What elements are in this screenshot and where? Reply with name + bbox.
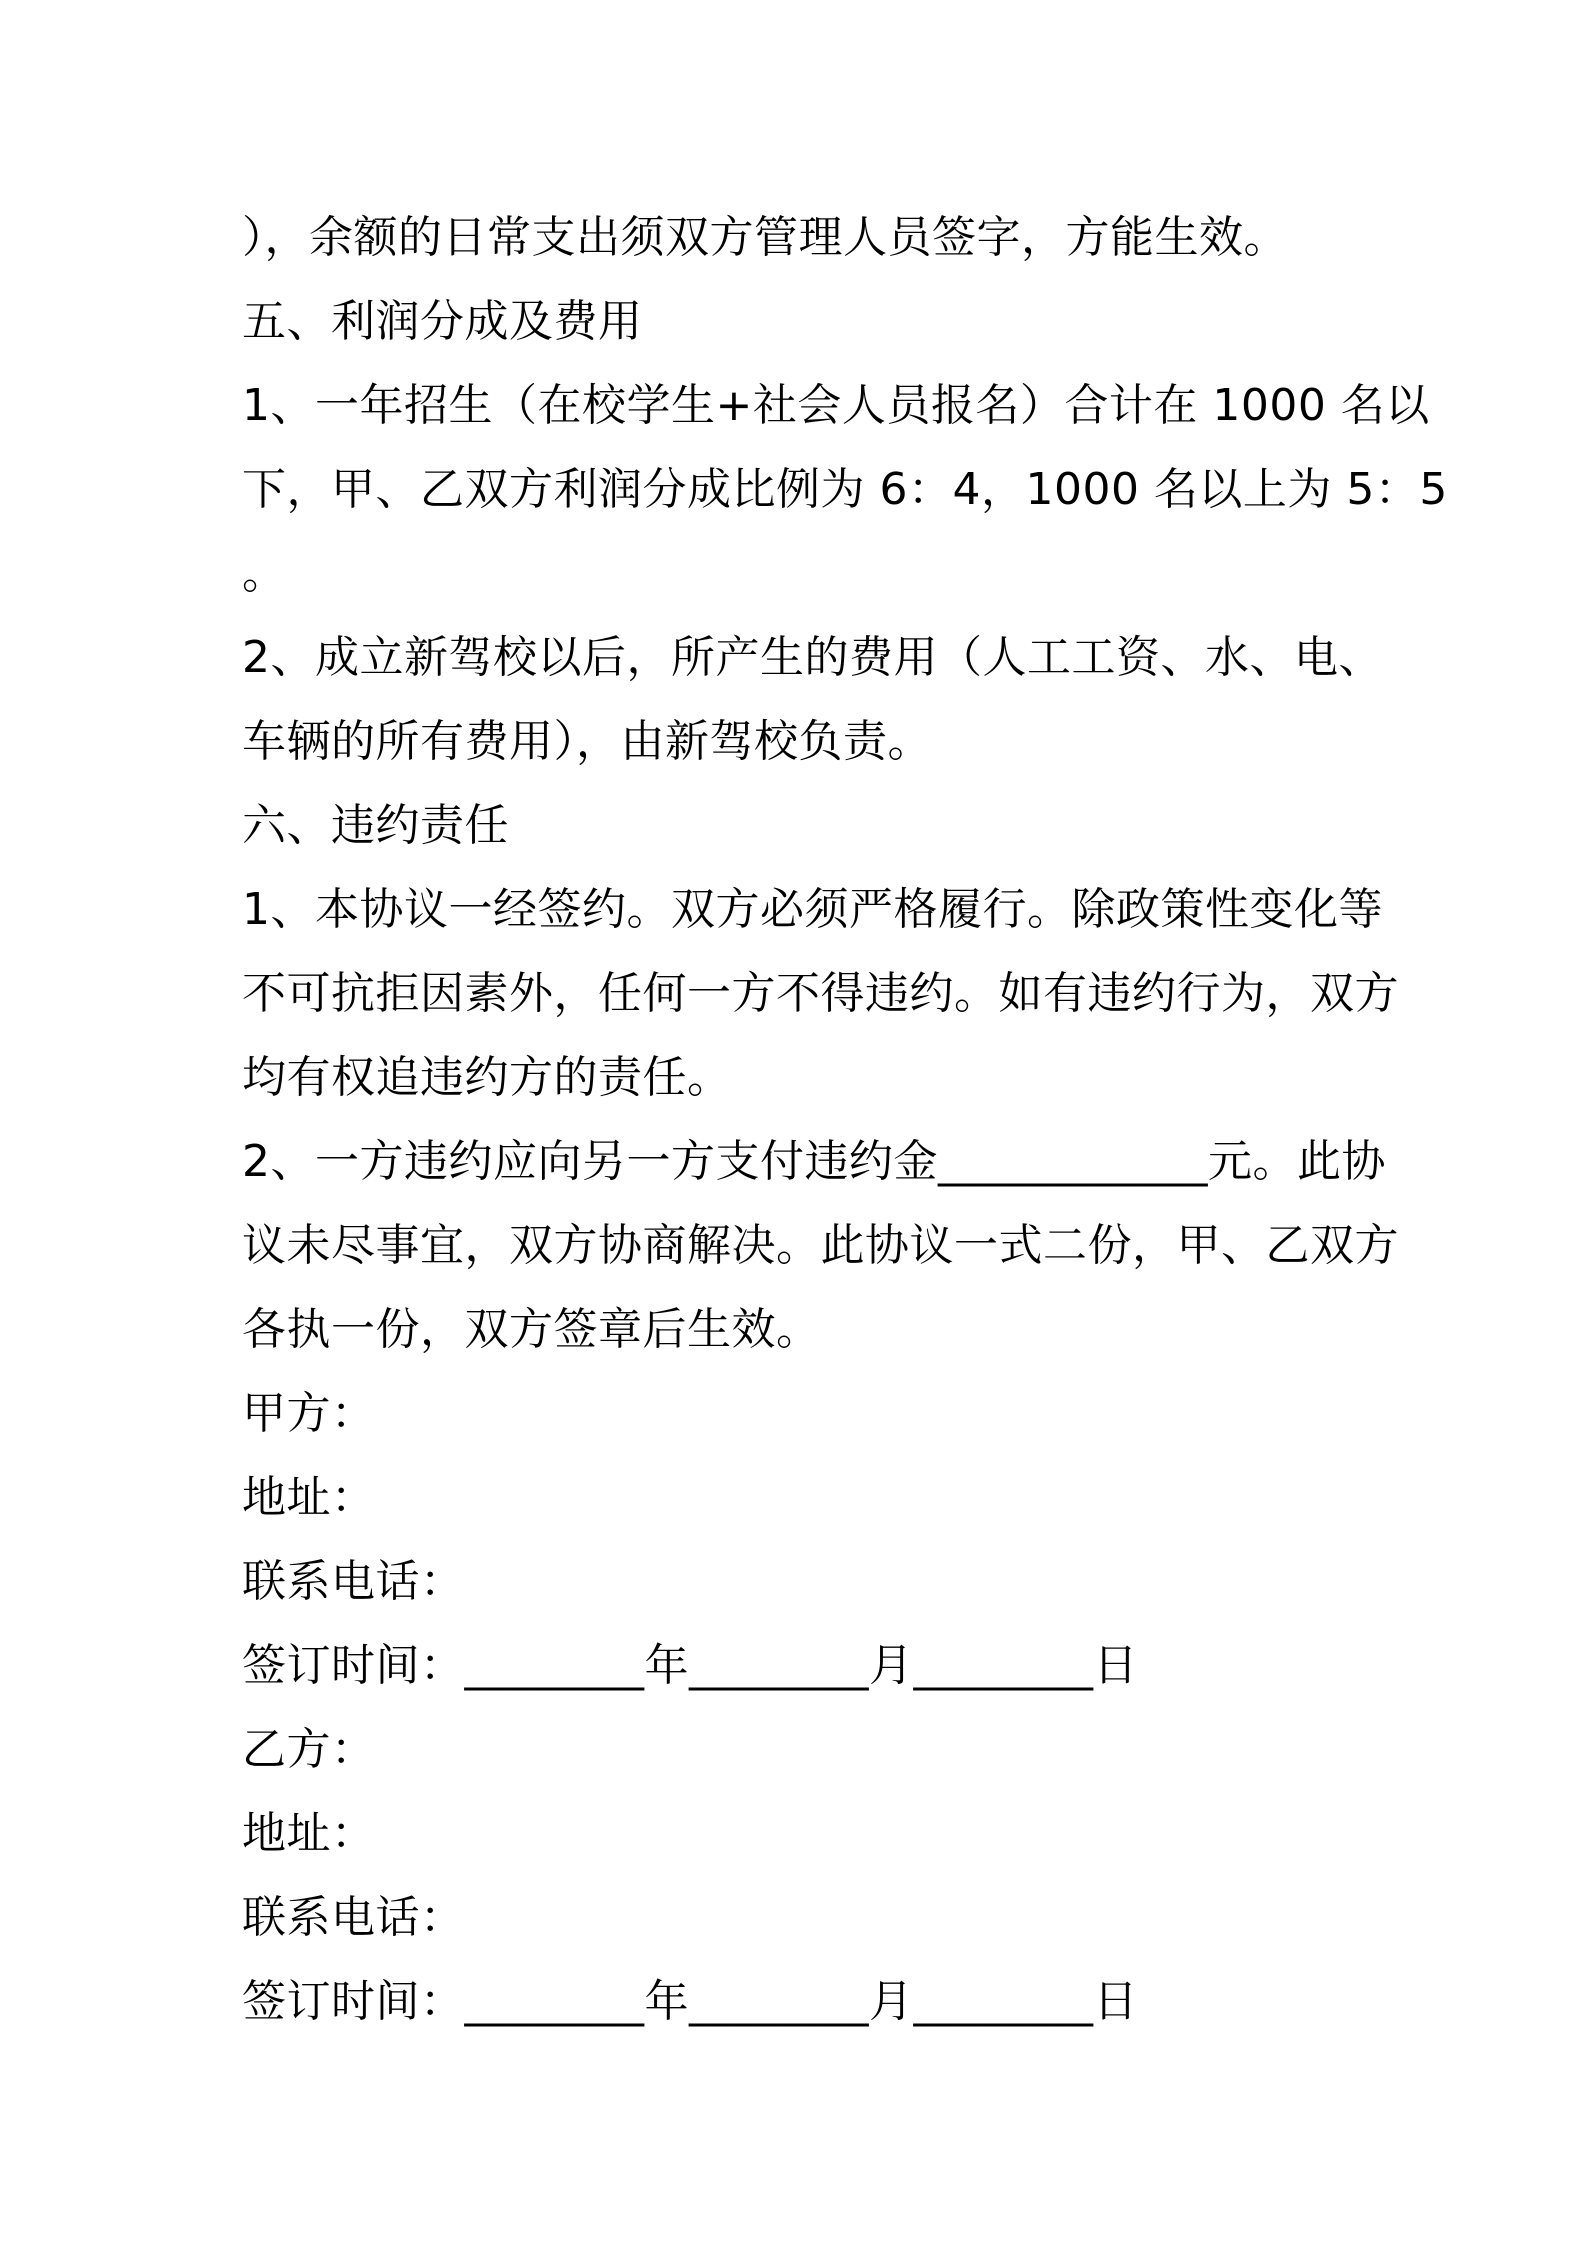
paragraph-line: 1、一年招生（在校学生+社会人员报名）合计在 1000 名以 [242,380,1430,431]
party-a-address-label: 地址： [242,1472,376,1523]
party-b-label: 乙方： [242,1724,376,1775]
paragraph-line: 不可抗拒因素外，任何一方不得违约。如有违约行为，双方 [242,968,1399,1019]
paragraph-line: 2、一方违约应向另一方支付违约金____________元。此协 [242,1136,1386,1187]
section-heading-breach-liability: 六、违约责任 [242,800,509,851]
paragraph-line: 下，甲、乙双方利润分成比例为 6：4，1000 名以上为 5：5 [242,464,1448,515]
paragraph-line: 1、本协议一经签约。双方必须严格履行。除政策性变化等 [242,884,1383,935]
party-a-label: 甲方： [242,1388,376,1439]
section-heading-profit-sharing: 五、利润分成及费用 [242,296,643,347]
paragraph-line: 。 [242,548,287,599]
paragraph-line: 各执一份，双方签章后生效。 [242,1304,821,1355]
party-a-phone-label: 联系电话： [242,1556,465,1607]
document-body [242,196,1448,2044]
paragraph-line: 车辆的所有费用），由新驾校负责。 [242,716,932,767]
paragraph-line: 议未尽事宜，双方协商解决。此协议一式二份，甲、乙双方 [242,1220,1399,1271]
party-b-address-label: 地址： [242,1808,376,1859]
paragraph-line: ），余额的日常支出须双方管理人员签字，方能生效。 [242,212,1288,263]
paragraph-line: 2、成立新驾校以后，所产生的费用（人工工资、水、电、 [242,632,1383,683]
party-b-phone-label: 联系电话： [242,1892,465,1943]
party-a-sign-date: 签订时间：________年________月________日 [242,1640,1138,1691]
paragraph-line: 均有权追违约方的责任。 [242,1052,732,1103]
party-b-sign-date: 签订时间：________年________月________日 [242,1976,1138,2027]
